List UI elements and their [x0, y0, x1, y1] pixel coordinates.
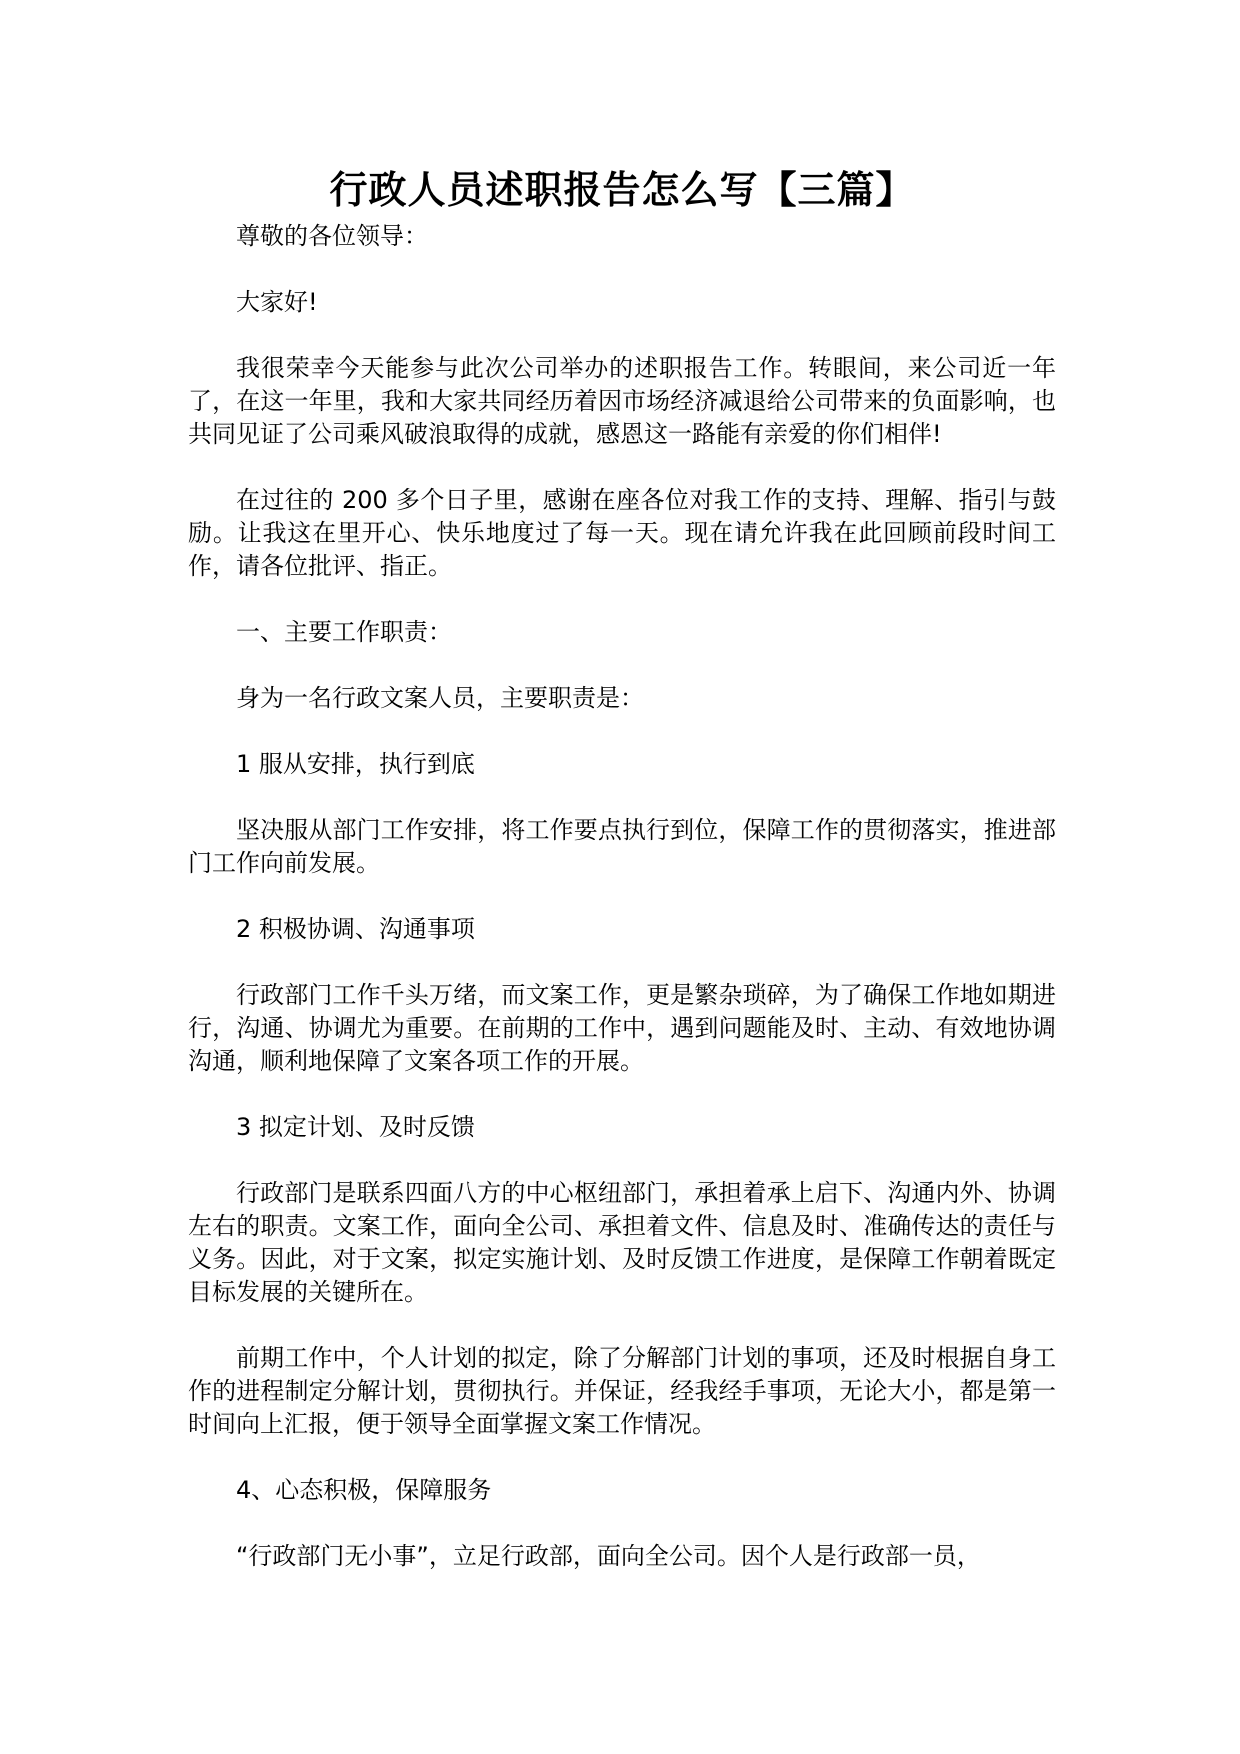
paragraph-item-1: 坚决服从部门工作安排，将工作要点执行到位，保障工作的贯彻落实，推进部门工作向前发展。 — [188, 816, 1056, 877]
paragraph-item-3a: 行政部门是联系四面八方的中心枢纽部门，承担着承上启下、沟通内外、协调左右的职责。文案工作，面向全公司、承担着文件、信息及时、准确传达的责任与义务。因此，对于文案，拟定实施计划、及时反馈工作进度，是保障工作朝着既定目标发展的关键所在。 — [188, 1179, 1056, 1306]
paragraph-thanks: 在过往的 200 多个日子里，感谢在座各位对我工作的支持、理解、指引与鼓励。让我这在里开心、快乐地度过了每一天。现在请允许我在此回顾前段时间工作，请各位批评、指正。 — [188, 486, 1056, 580]
document-body — [188, 160, 1056, 1606]
item-heading-1: 1 服从安排，执行到底 — [236, 750, 475, 778]
paragraph-item-2: 行政部门工作千头万绪，而文案工作，更是繁杂琐碎，为了确保工作地如期进行，沟通、协调尤为重要。在前期的工作中，遇到问题能及时、主动、有效地协调沟通，顺利地保障了文案各项工作的开展。 — [188, 981, 1056, 1075]
item-heading-3: 3 拟定计划、及时反馈 — [236, 1113, 475, 1141]
document-title: 行政人员述职报告怎么写【三篇】 — [329, 168, 915, 212]
paragraph-intro: 我很荣幸今天能参与此次公司举办的述职报告工作。转眼间，来公司近一年了，在这一年里，我和大家共同经历着因市场经济减退给公司带来的负面影响，也共同见证了公司乘风破浪取得的成就，感恩这一路能有亲爱的你们相伴! — [188, 354, 1056, 448]
item-heading-4: 4、心态积极，保障服务 — [236, 1476, 492, 1504]
paragraph-item-3b: 前期工作中，个人计划的拟定，除了分解部门计划的事项，还及时根据自身工作的进程制定分解计划，贯彻执行。并保证，经我经手事项，无论大小，都是第一时间向上汇报，便于领导全面掌握文案工作情况。 — [188, 1344, 1056, 1438]
greeting: 大家好! — [236, 288, 318, 316]
section-heading-duties: 一、主要工作职责： — [236, 618, 452, 646]
paragraph-item-4: “行政部门无小事”，立足行政部，面向全公司。因个人是行政部一员， — [236, 1542, 981, 1570]
salutation: 尊敬的各位领导： — [236, 222, 428, 250]
item-heading-2: 2 积极协调、沟通事项 — [236, 915, 475, 943]
paragraph-duties-intro: 身为一名行政文案人员，主要职责是： — [236, 684, 644, 712]
